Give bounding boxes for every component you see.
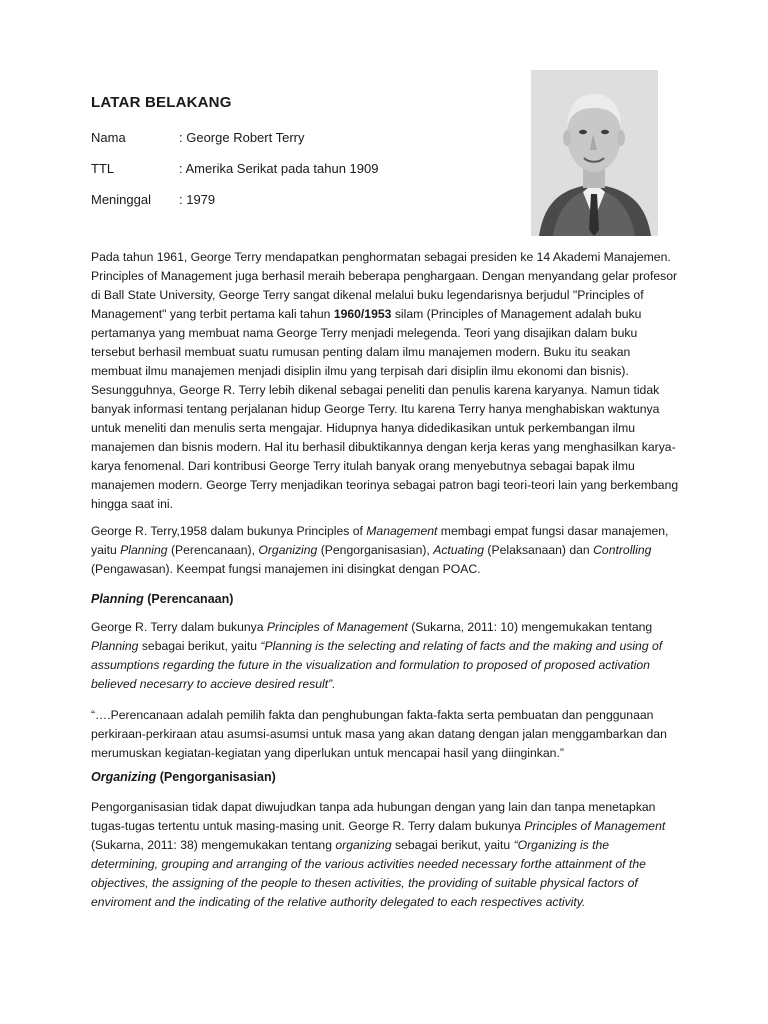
info-label: Meninggal <box>91 192 151 207</box>
poac-term: Organizing <box>258 543 318 557</box>
planning-text: sebagai berikut, yaitu <box>138 639 261 653</box>
poac-text: (Pengorganisasian), <box>317 543 434 557</box>
poac-text: membagi empat fungsi dasar manajemen, yaitu <box>91 524 669 557</box>
planning-text: George R. Terry dalam bukunya <box>91 620 267 634</box>
poac-text: (Pengawasan). Keempat fungsi manajemen ini disingkat dengan POAC. <box>91 562 481 576</box>
bio-year: 1960/1953 <box>333 307 392 321</box>
poac-text: George R. Terry,1958 dalam bukunya Principles of <box>91 524 367 538</box>
info-row-nama <box>91 130 304 145</box>
info-row-meninggal <box>91 192 215 207</box>
portrait-illustration <box>531 70 658 236</box>
info-value: : George Robert Terry <box>179 130 305 145</box>
poac-term: Planning <box>120 543 168 557</box>
planning-title-en: Planning <box>91 592 144 606</box>
organizing-text: sebagai berikut, yaitu <box>391 838 514 852</box>
organizing-text: Pengorganisasian tidak dapat diwujudkan tanpa ada hubungan dengan yang lain dan tanpa menetapkan tugas-tugas tertentu untuk masing-masing unit. George R. Terry dalam bukunya <box>91 800 656 833</box>
info-value: : Amerika Serikat pada tahun 1909 <box>179 161 379 176</box>
organizing-paragraph <box>91 798 679 912</box>
organizing-text: (Sukarna, 2011: 38) mengemukakan tentang <box>91 838 336 852</box>
organizing-title-en: Organizing <box>91 770 157 784</box>
planning-text: (Sukarna, 2011: 10) mengemukakan tentang <box>407 620 653 634</box>
info-label: TTL <box>91 161 115 176</box>
info-label: Nama <box>91 130 126 145</box>
planning-book: Principles of Management <box>266 620 408 634</box>
section-heading: LATAR BELAKANG <box>91 94 232 111</box>
bio-paragraph <box>91 248 679 514</box>
poac-text: (Perencanaan), <box>167 543 259 557</box>
planning-heading <box>91 592 233 606</box>
planning-title-id: (Perencanaan) <box>143 592 234 606</box>
planning-definition: “Planning is the selecting and relating of facts and the making and using of assumptions regarding the future in the visualization and formulation to proposed of proposed activation believed necesarry to accieve desired result”. <box>91 639 663 691</box>
organizing-book: Principles of Management <box>524 819 666 833</box>
poac-term: Controlling <box>593 543 652 557</box>
bio-text-cont: silam (Principles of Management adalah buku pertamanya yang membuat nama George Terry menjadi melegenda. Teori yang disajikan dalam buku tersebut berhasil membuat suatu rumusan penting dalam ilmu manajemen modern. Buku itu seakan membuat ilmu manajemen menjadi disiplin ilmu yang terpisah dari disiplin ilmu ekonomi dan bisnis). Sesungguhnya, George R. Terry lebih dikenal sebagai peneliti dan penulis karena karyanya. Namun tidak banyak informasi tentang perjalanan hidup George Terry. Itu karena Terry hanya menghabiskan waktunya untuk meneliti dan menulis serta mengajar. Hidupnya hanya didedikasikan untuk perkembangan ilmu manajemen dan bisnis modern. Hal itu berhasil dibuktikannya dengan kerja keras yang menghasilkan karya-karya fenomenal. Dari kontribusi George Terry itulah banyak orang menyebutnya sebagai bapak ilmu manajemen modern. George Terry menjadikan teorinya sebagai patron bagi teori-teori lain yang berkembang hingga saat ini. <box>91 307 679 511</box>
poac-term: Management <box>366 524 438 538</box>
planning-paragraph <box>91 618 679 694</box>
info-row-ttl <box>91 161 378 176</box>
planning-term: Planning <box>91 639 139 653</box>
info-value: : 1979 <box>179 192 216 207</box>
organizing-term: organizing <box>335 838 392 852</box>
poac-term: Actuating <box>433 543 485 557</box>
organizing-heading <box>91 770 276 784</box>
bio-text: Pada tahun 1961, George Terry mendapatkan penghormatan sebagai presiden ke 14 Akademi Manajemen. Principles of Management juga berhasil meraih beberapa penghargaan. Dengan menyandang gelar profesor di Ball State University, George Terry sangat dikenal melalui buku legendarisnya berjudul "Principles of Management" yang terbit pertama kali tahun <box>91 250 678 321</box>
poac-paragraph <box>91 522 679 579</box>
portrait-photo <box>531 70 658 236</box>
organizing-definition: “Organizing is the determining, grouping and arranging of the various activities needed necessary forthe attainment of the objectives, the assigning of the people to thesen activities, the providing of suitable physical factors of enviroment and the indicating of the relative authority delegated to each respectives activity. <box>91 838 646 909</box>
poac-text: (Pelaksanaan) dan <box>484 543 594 557</box>
planning-quote <box>91 706 679 763</box>
organizing-title-id: (Pengorganisasian) <box>156 770 276 784</box>
planning-quote-text: “….Perencanaan adalah pemilih fakta dan penghubungan fakta-fakta serta pembuatan dan penggunaan perkiraan-perkiraan atau asumsi-asumsi untuk masa yang akan datang dengan jalan menggambarkan dan merumuskan kegiatan-kegiatan yang diperlukan untuk mencapai hasil yang diinginkan.” <box>91 708 667 760</box>
